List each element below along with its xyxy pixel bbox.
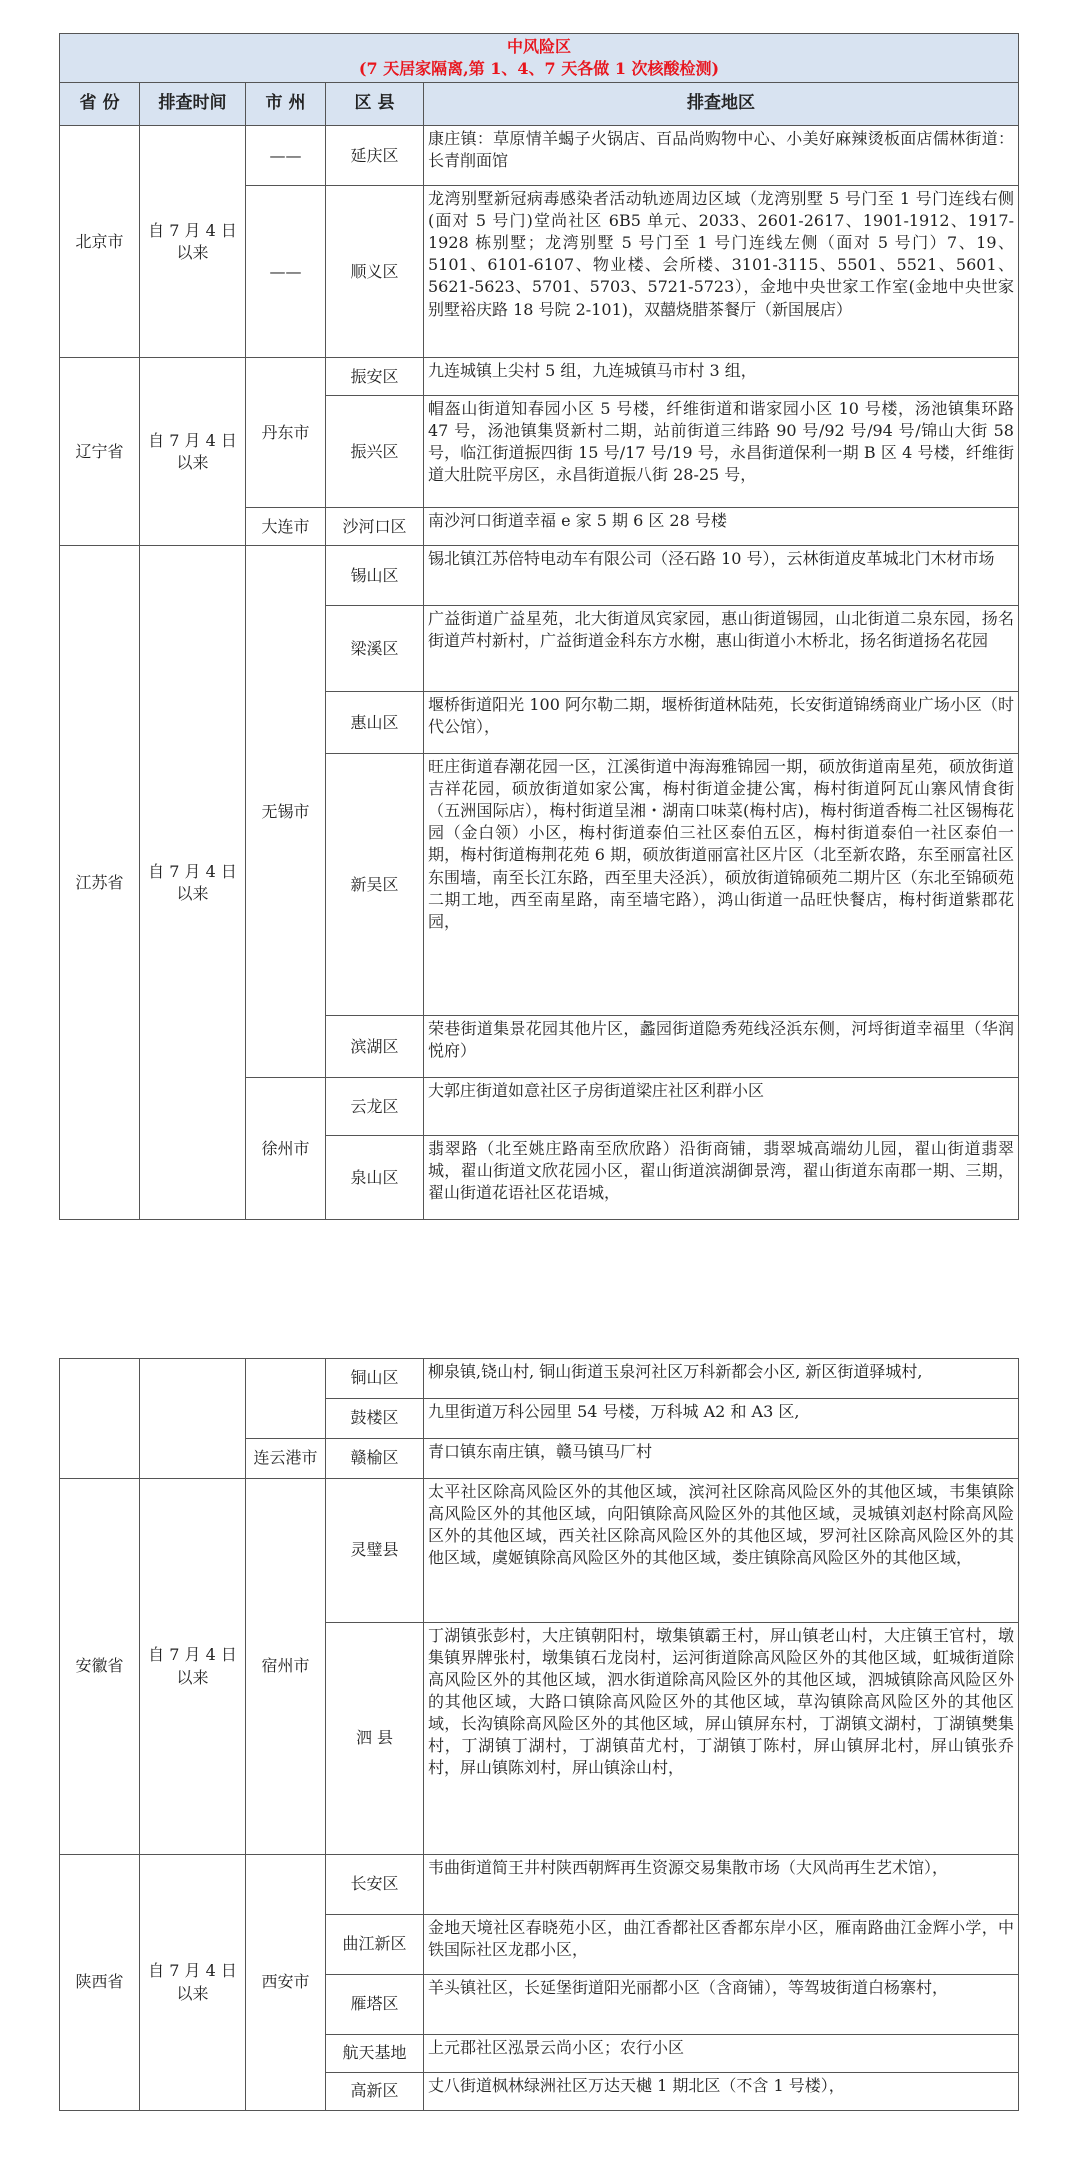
district-cell: 顺义区 bbox=[326, 186, 424, 358]
city-cell: 连云港市 bbox=[246, 1439, 326, 1479]
time-cell: 自 7 月 4 日以来 bbox=[140, 1479, 246, 1855]
city-cell: 徐州市 bbox=[246, 1078, 326, 1220]
table-row bbox=[60, 1359, 1019, 1399]
areas-cell: 堰桥街道阳光 100 阿尔勒二期，堰桥街道林陆苑，长安街道锦绣商业广场小区（时代公馆）， bbox=[424, 692, 1019, 754]
city-cell: 宿州市 bbox=[246, 1479, 326, 1855]
table-row bbox=[60, 1479, 1019, 1623]
district-cell: 雁塔区 bbox=[326, 1975, 424, 2035]
areas-cell: 广益街道广益星苑，北大街道凤宾家园，惠山街道锡园，山北街道二泉东园，扬名街道芦村新村，广益街道金科东方水榭，惠山街道小木桥北，扬名街道扬名花园 bbox=[424, 606, 1019, 692]
areas-cell: 九连城镇上尖村 5 组，九连城镇马市村 3 组， bbox=[424, 358, 1019, 396]
areas-cell: 南沙河口街道幸福 e 家 5 期 6 区 28 号楼 bbox=[424, 508, 1019, 546]
district-cell: 延庆区 bbox=[326, 126, 424, 186]
province-cell: 安徽省 bbox=[60, 1479, 140, 1855]
city-cell: —— bbox=[246, 186, 326, 358]
district-cell: 惠山区 bbox=[326, 692, 424, 754]
district-cell: 振安区 bbox=[326, 358, 424, 396]
table-row bbox=[60, 358, 1019, 396]
city-cell: 西安市 bbox=[246, 1855, 326, 2111]
province-cell: 辽宁省 bbox=[60, 358, 140, 546]
column-header-row bbox=[60, 83, 1019, 126]
province-cell: 北京市 bbox=[60, 126, 140, 358]
title-row bbox=[60, 34, 1019, 83]
areas-cell: 韦曲街道简王井村陕西朝辉再生资源交易集散市场（大风尚再生艺术馆）， bbox=[424, 1855, 1019, 1915]
areas-cell: 九里街道万科公园里 54 号楼，万科城 A2 和 A3 区, bbox=[424, 1399, 1019, 1439]
medium-risk-table-part-2 bbox=[59, 1358, 1019, 2111]
time-cell: 自 7 月 4 日以来 bbox=[140, 546, 246, 1220]
col-header-district: 区 县 bbox=[326, 83, 424, 126]
time-cell: 自 7 月 4 日以来 bbox=[140, 1855, 246, 2111]
areas-cell: 太平社区除高风险区外的其他区域，滨河社区除高风险区外的其他区域，韦集镇除高风险区外的其他区域，向阳镇除高风险区外的其他区域，灵城镇刘赵村除高风险区外的其他区域，西关社区除高风险区外的其他区域，罗河社区除高风险区外的其他区域，虞姬镇除高风险区外的其他区域，娄庄镇除高风险区外的其他区域， bbox=[424, 1479, 1019, 1623]
district-cell: 泗 县 bbox=[326, 1623, 424, 1855]
table-row bbox=[60, 1855, 1019, 1915]
district-cell: 灵璧县 bbox=[326, 1479, 424, 1623]
district-cell: 沙河口区 bbox=[326, 508, 424, 546]
district-cell: 高新区 bbox=[326, 2073, 424, 2111]
areas-cell: 柳泉镇,铙山村, 铜山街道玉泉河社区万科新都会小区, 新区街道驿城村, bbox=[424, 1359, 1019, 1399]
page-title: 中风险区 bbox=[506, 37, 571, 56]
district-cell: 滨湖区 bbox=[326, 1016, 424, 1078]
province-cell: 江苏省 bbox=[60, 546, 140, 1220]
city-cell: 丹东市 bbox=[246, 358, 326, 508]
areas-cell: 康庄镇：草原情羊蝎子火锅店、百品尚购物中心、小美好麻辣烫板面店儒林街道：长青削面馆 bbox=[424, 126, 1019, 186]
areas-cell: 羊头镇社区，长延堡街道阳光丽都小区（含商铺），等驾坡街道白杨寨村， bbox=[424, 1975, 1019, 2035]
col-header-time: 排查时间 bbox=[140, 83, 246, 126]
areas-cell: 丁湖镇张彭村，大庄镇朝阳村，墩集镇霸王村，屏山镇老山村，大庄镇王官村，墩集镇界牌张村，墩集镇石龙岗村，运河街道除高风险区外的其他区域，虹城街道除高风险区外的其他区域，泗水街道除高风险区外的其他区域，泗城镇除高风险区外的其他区域，大路口镇除高风险区外的其他区域，草沟镇除高风险区外的其他区域，长沟镇除高风险区外的其他区域，屏山镇屏东村，丁湖镇文湖村，丁湖镇樊集村，丁湖镇丁湖村，丁湖镇苗尤村，丁湖镇丁陈村，屏山镇屏北村，屏山镇张乔村，屏山镇陈刘村，屏山镇涂山村， bbox=[424, 1623, 1019, 1855]
time-cell: 自 7 月 4 日以来 bbox=[140, 126, 246, 358]
page-subtitle: (7 天居家隔离,第 1、4、7 天各做 1 次核酸检测) bbox=[358, 59, 720, 79]
province-cell-continued bbox=[60, 1359, 140, 1479]
district-cell: 新吴区 bbox=[326, 754, 424, 1016]
district-cell: 振兴区 bbox=[326, 396, 424, 508]
areas-cell: 锡北镇江苏倍特电动车有限公司（泾石路 10 号），云林街道皮革城北门木材市场 bbox=[424, 546, 1019, 606]
city-cell: 无锡市 bbox=[246, 546, 326, 1078]
areas-cell: 荣巷街道集景花园其他片区，蠡园街道隐秀苑线泾浜东侧，河埒街道幸福里（华润悦府） bbox=[424, 1016, 1019, 1078]
medium-risk-table-part-1 bbox=[59, 33, 1019, 1220]
title-cell bbox=[60, 34, 1019, 83]
col-header-province: 省 份 bbox=[60, 83, 140, 126]
district-cell: 曲江新区 bbox=[326, 1915, 424, 1975]
areas-cell: 翡翠路（北至姚庄路南至欣欣路）沿街商铺，翡翠城高端幼儿园，翟山街道翡翠城，翟山街道文欣花园小区，翟山街道滨湖御景湾，翟山街道东南郡一期、三期，翟山街道花语社区花语城， bbox=[424, 1136, 1019, 1220]
district-cell: 泉山区 bbox=[326, 1136, 424, 1220]
areas-cell: 大郭庄街道如意社区子房街道梁庄社区利群小区 bbox=[424, 1078, 1019, 1136]
areas-cell: 旺庄街道春潮花园一区，江溪街道中海海雅锦园一期，硕放街道南星苑，硕放街道吉祥花园，硕放街道如家公寓，梅村街道金捷公寓，梅村街道阿瓦山寨风情食街（五洲国际店），梅村街道呈湘・湖南口味菜(梅村店)，梅村街道香梅二社区锡梅花园（金白领）小区，梅村街道泰伯三社区泰伯五区，梅村街道泰伯一社区泰伯一期，梅村街道梅荆花苑 6 期，硕放街道丽富社区片区（北至新农路，东至丽富社区东围墙，南至长江东路，西至里夫泾浜），硕放街道锦硕苑二期片区（东北至锦硕苑二期工地，西至南星路，南至墙宅路），鸿山街道一品旺快餐店，梅村街道紫郡花园， bbox=[424, 754, 1019, 1016]
areas-cell: 龙湾别墅新冠病毒感染者活动轨迹周边区域（龙湾别墅 5 号门至 1 号门连线右侧(面对 5 号门)堂尚社区 6B5 单元、2033、2601-2617、1901-1912、1917-1928 栋别墅；龙湾别墅 5 号门至 1 号门连线左侧（面对 5 号门）7、19、5101、6101-6107、物业楼、会所楼、3101-3115、5501、5521、5601、5621-5623、5701、5703、5721-5723），金地中央世家工作室(金地中央世家别墅裕庆路 18 号院 2-101)，双囍烧腊茶餐厅（新国展店） bbox=[424, 186, 1019, 358]
col-header-areas: 排查地区 bbox=[424, 83, 1019, 126]
table-row bbox=[60, 546, 1019, 606]
areas-cell: 上元郡社区泓景云尚小区；农行小区 bbox=[424, 2035, 1019, 2073]
city-cell: —— bbox=[246, 126, 326, 186]
province-cell: 陕西省 bbox=[60, 1855, 140, 2111]
district-cell: 铜山区 bbox=[326, 1359, 424, 1399]
district-cell: 云龙区 bbox=[326, 1078, 424, 1136]
areas-cell: 丈八街道枫林绿洲社区万达天樾 1 期北区（不含 1 号楼）， bbox=[424, 2073, 1019, 2111]
col-header-city: 市 州 bbox=[246, 83, 326, 126]
areas-cell: 金地天境社区春晓苑小区，曲江香都社区香都东岸小区，雁南路曲江金辉小学，中铁国际社区龙郡小区， bbox=[424, 1915, 1019, 1975]
district-cell: 鼓楼区 bbox=[326, 1399, 424, 1439]
district-cell: 长安区 bbox=[326, 1855, 424, 1915]
city-cell-continued bbox=[246, 1359, 326, 1439]
table-row bbox=[60, 126, 1019, 186]
district-cell: 赣榆区 bbox=[326, 1439, 424, 1479]
district-cell: 梁溪区 bbox=[326, 606, 424, 692]
time-cell: 自 7 月 4 日以来 bbox=[140, 358, 246, 546]
district-cell: 航天基地 bbox=[326, 2035, 424, 2073]
city-cell: 大连市 bbox=[246, 508, 326, 546]
district-cell: 锡山区 bbox=[326, 546, 424, 606]
time-cell-continued bbox=[140, 1359, 246, 1479]
areas-cell: 帽盔山街道知春园小区 5 号楼，纤维街道和谐家园小区 10 号楼，汤池镇集环路 47 号，汤池镇集贤新村二期，站前街道三纬路 90 号/92 号/94 号/锦山大街 58 号，临江街道振四街 15 号/17 号/19 号，永昌街道保利一期 B 区 4 号楼，纤维街道大肚院平房区，永昌街道振八街 28-25 号， bbox=[424, 396, 1019, 508]
areas-cell: 青口镇东南庄镇，赣马镇马厂村 bbox=[424, 1439, 1019, 1479]
